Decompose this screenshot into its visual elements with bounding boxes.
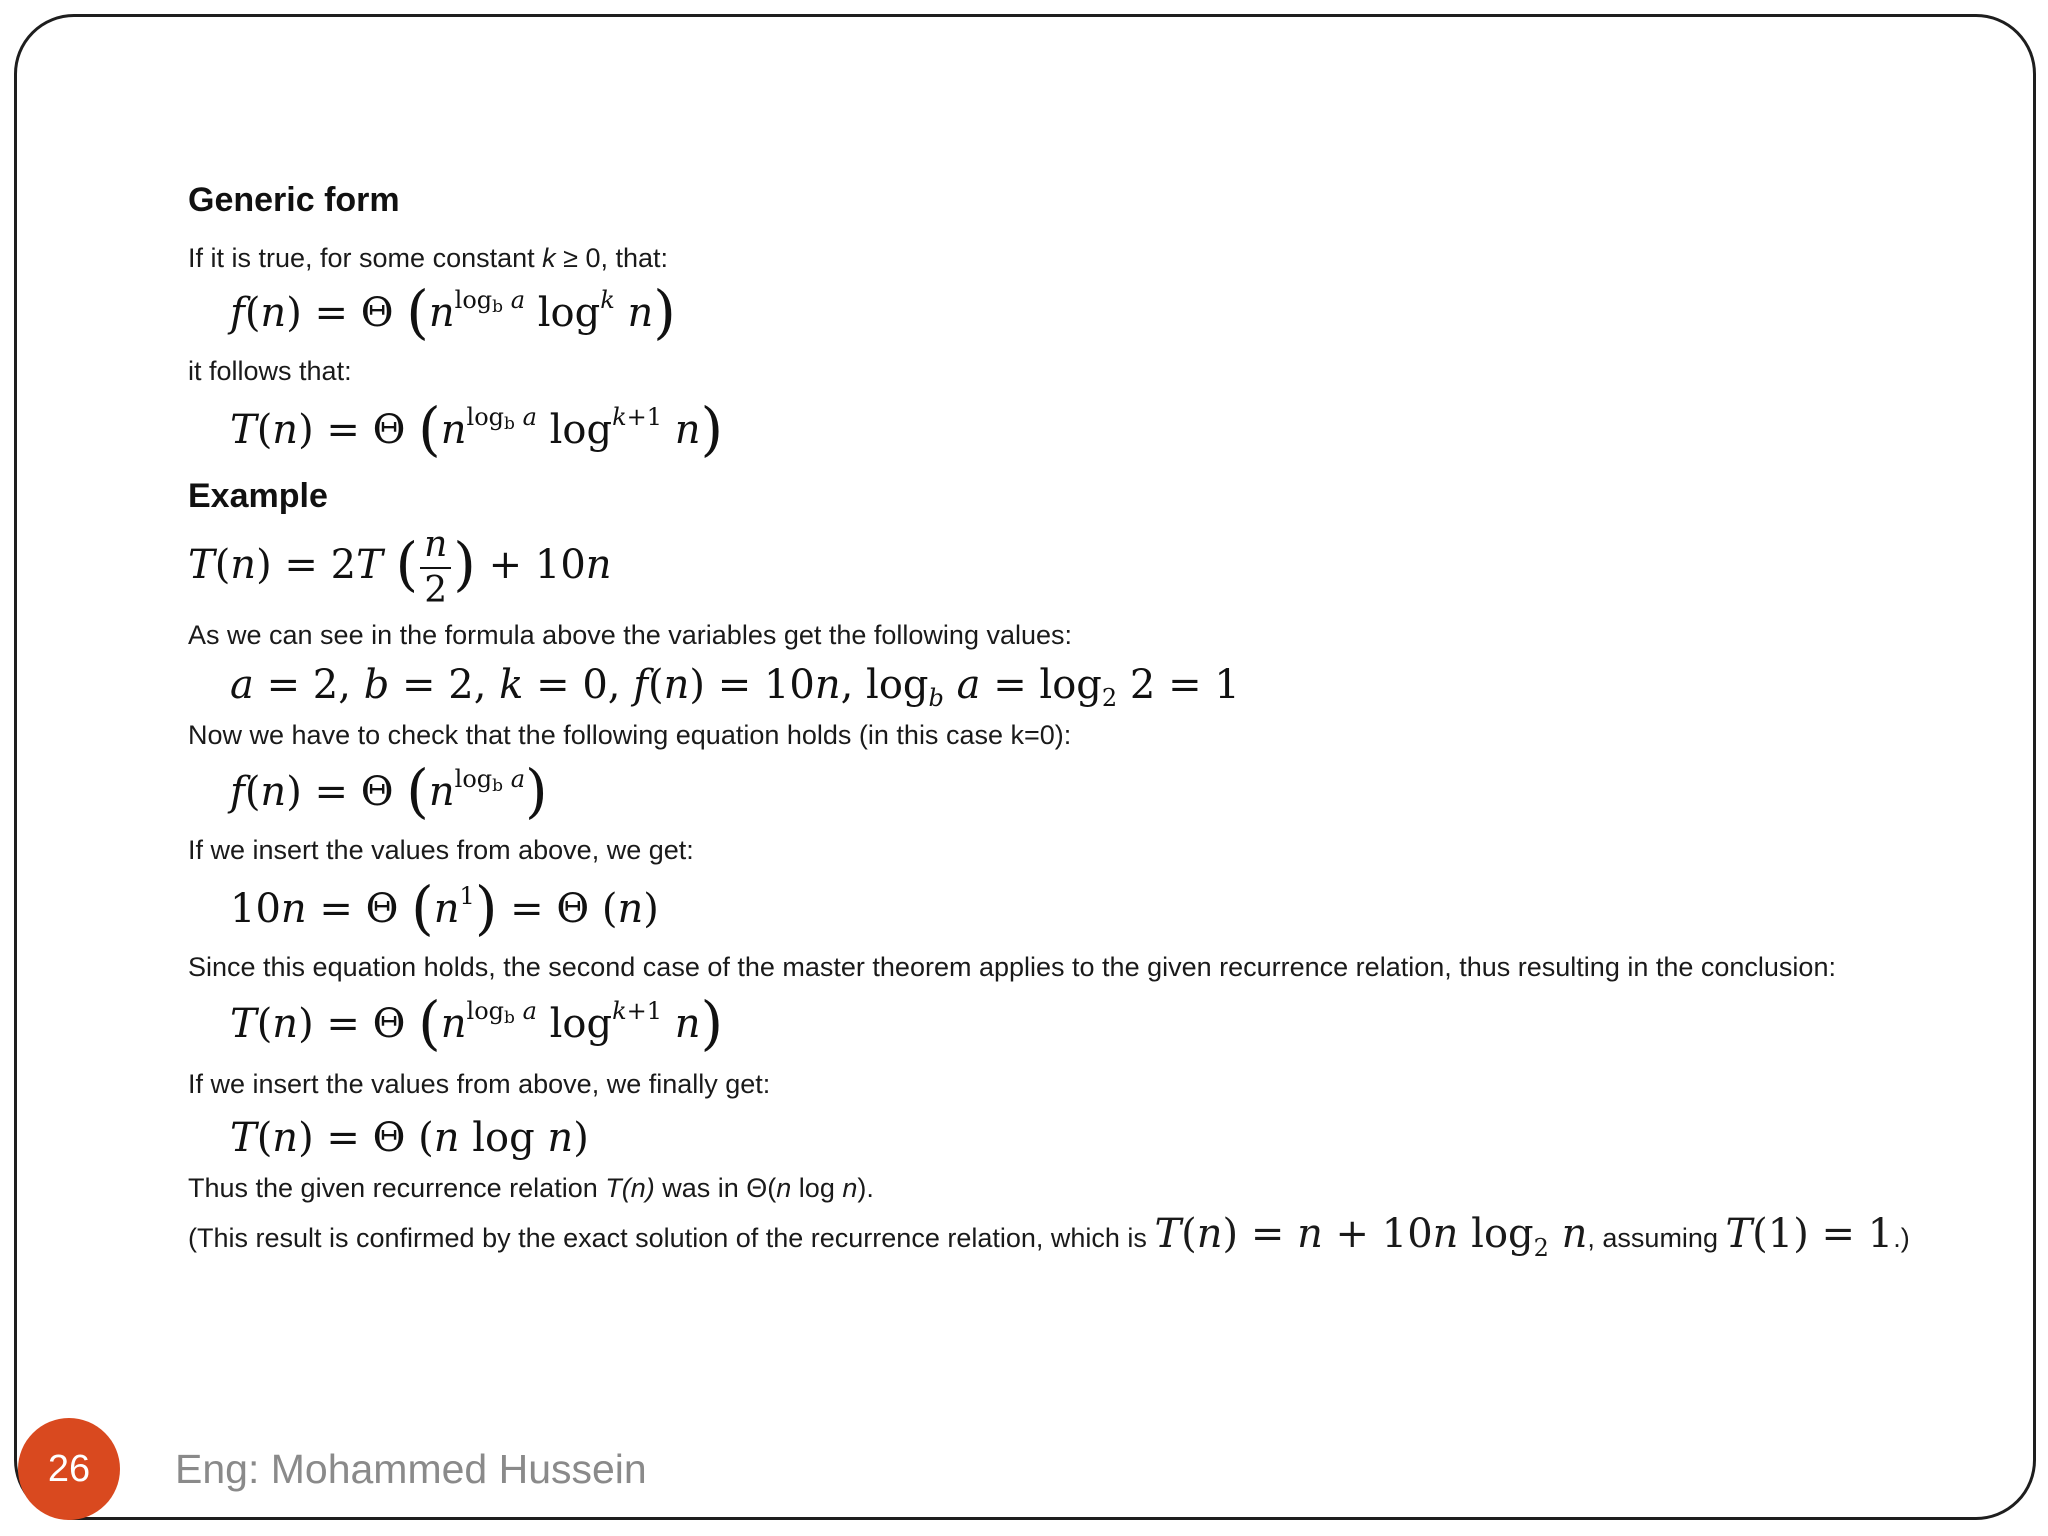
follows-text: it follows that: <box>188 356 352 386</box>
summary-text: Thus the given recurrence relation T(n) was in Θ(n log n). <box>188 1173 874 1203</box>
formula-generic-condition: f(n) = Θ ($n^{log_b a}$ $\log^k n$) <box>230 278 676 346</box>
formula-variable-values: a = 2, b = 2, k = 0, f(n) = 10n, $\log_b a = \log_2 2 = 1$ <box>230 662 1240 712</box>
generic-form-heading: Generic form <box>188 181 400 219</box>
example-heading: Example <box>188 477 328 515</box>
variables-intro: As we can see in the formula above the variables get the following values: <box>188 620 1073 650</box>
formula-check: f(n) = Θ $(n^{log_b a})$ <box>230 757 548 825</box>
formula-generic-result: T(n) = Θ ($n^{log_b a}$ $\log^{k+1} n$) <box>230 395 724 463</box>
page-number-badge: 26 <box>18 1418 120 1520</box>
conclusion-intro: Since this equation holds, the second case of the master theorem applies to the given recurrence relation, thus resulting in the conclusion: <box>188 952 1836 982</box>
footer-author: Eng: Mohammed Hussein <box>175 1446 647 1492</box>
insert-intro: If we insert the values from above, we get: <box>188 835 694 865</box>
formula-example-recurrence: T(n) = 2T ( $\frac{n}{2}$ ) + 10n <box>188 524 612 611</box>
final-intro: If we insert the values from above, we finally get: <box>188 1069 771 1099</box>
formula-conclusion: T(n) = Θ ($n^{log_b a}$ $\log^{k+1} n$) <box>230 989 724 1057</box>
generic-form-intro: If it is true, for some constant k ≥ 0, that: <box>188 243 669 273</box>
formula-insert: 10n = Θ $(n^1) = \Theta$ (n) <box>230 874 659 942</box>
confirm-text: (This result is confirmed by the exact solution of the recurrence relation, which is T(n) = n + 10n $\log_2 n$, assuming T(1) = 1.) <box>188 1211 1910 1262</box>
initial-condition-formula: T(1) = 1 <box>1725 1211 1894 1257</box>
formula-final: T(n) = Θ (n log n) <box>230 1115 589 1161</box>
slide-content <box>188 180 1968 1264</box>
exact-solution-formula: T(n) = n + 10n $\log_2 n$ <box>1154 1211 1588 1262</box>
check-intro: Now we have to check that the following equation holds (in this case k=0): <box>188 720 1072 750</box>
